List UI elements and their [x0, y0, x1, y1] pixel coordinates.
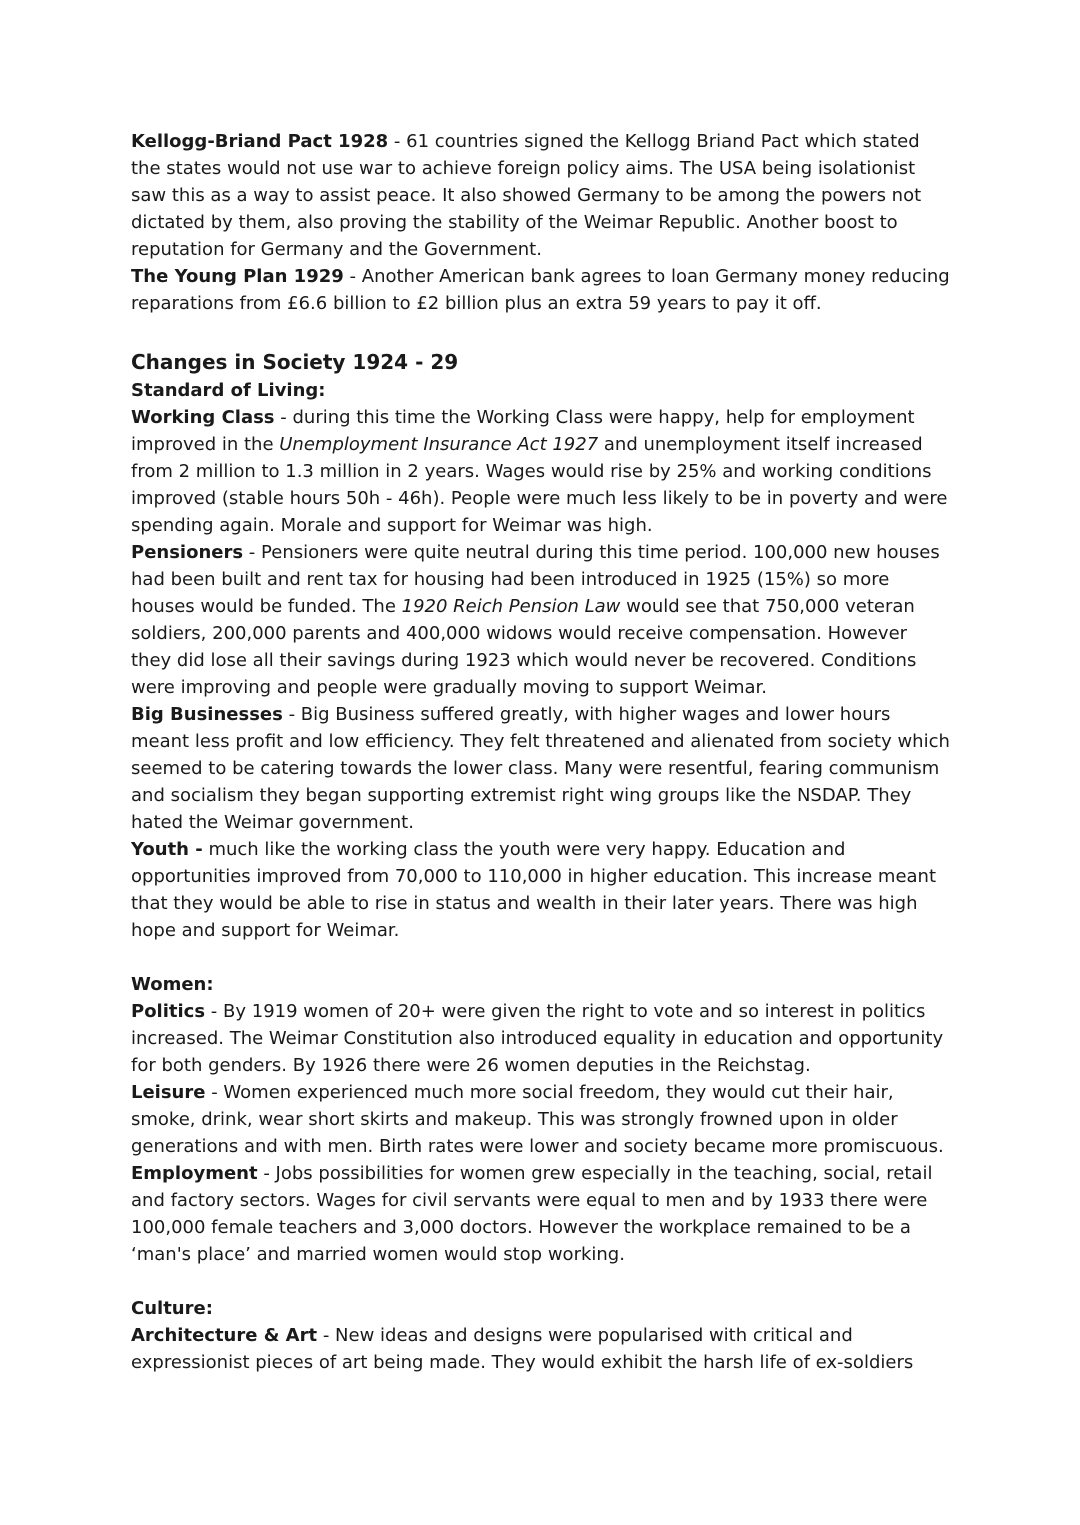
italic-act-title: Unemployment Insurance Act 1927 — [279, 434, 599, 455]
text-kellogg-briand: 61 countries signed the Kellogg Briand Pact which stated the states would not use war to achieve foreign policy aims. The USA being isolationist saw this as a way to assist peace. It also showed Germany to be among the powers not dictated by them, also proving the stability of the Weimar Republic. Another boost to reputation for Germany and the Government. — [131, 131, 922, 260]
paragraph-employment: Employment - Jobs possibilities for women grew especially in the teaching, social, retail and factory sectors. Wages for civil servants were equal to men and by 1933 there were 100,000 female teachers and 3,000 doctors. However the workplace remained to be a ‘man's place’ and married women would stop working. — [131, 1163, 933, 1265]
spacer — [131, 317, 951, 344]
term-pensioners: Pensioners — [131, 542, 244, 563]
term-young-plan: The Young Plan 1929 — [131, 266, 344, 287]
subheading-standard-of-living: Standard of Living: — [131, 380, 326, 401]
paragraph-architecture-art: Architecture & Art - New ideas and designs were popularised with critical and expressionist pieces of art being made. They would exhibit the harsh life of ex-soldiers — [131, 1325, 914, 1373]
italic-law-title: 1920 Reich Pension Law — [401, 596, 621, 617]
paragraph-working-class: Working Class - during this time the Working Class were happy, help for employment improved in the Unemployment Insurance Act 1927 and unemployment itself increased from 2 million to 1.3 million in 2 years. Wages would rise by 25% and working conditions improved (stable hours 50h - 46h). People were much less likely to be in poverty and were spending again. Morale and support for Weimar was high. — [131, 407, 948, 536]
paragraph-leisure: Leisure - Women experienced much more social freedom, they would cut their hair, smoke, drink, wear short skirts and makeup. This was strongly frowned upon in older generations and with men. Birth rates were lower and society became more promiscuous. — [131, 1082, 944, 1157]
spacer — [131, 944, 951, 971]
document-page — [131, 128, 951, 1376]
term-kellogg-briand: Kellogg-Briand Pact 1928 — [131, 131, 389, 152]
paragraph-young-plan: The Young Plan 1929 - Another American bank agrees to loan Germany money reducing reparations from £6.6 billion to £2 billion plus an extra 59 years to pay it off. — [131, 266, 950, 314]
term-employment: Employment — [131, 1163, 258, 1184]
term-big-businesses: Big Businesses — [131, 704, 283, 725]
term-architecture-art: Architecture & Art — [131, 1325, 318, 1346]
term-youth: Youth - — [131, 839, 203, 860]
subheading-culture: Culture: — [131, 1298, 213, 1319]
spacer — [131, 1268, 951, 1295]
paragraph-kellogg-briand: Kellogg-Briand Pact 1928 - 61 countries signed the Kellogg Briand Pact which stated the states would not use war to achieve foreign policy aims. The USA being isolationist saw this as a way to assist peace. It also showed Germany to be among the powers not dictated by them, also proving the stability of the Weimar Republic. Another boost to reputation for Germany and the Government. — [131, 131, 922, 260]
paragraph-politics: Politics - By 1919 women of 20+ were given the right to vote and so interest in politics increased. The Weimar Constitution also introduced equality in education and opportunity for both genders. By 1926 there were 26 women deputies in the Reichstag. — [131, 1001, 944, 1076]
paragraph-youth: Youth - much like the working class the youth were very happy. Education and opportunities improved from 70,000 to 110,000 in higher education. This increase meant that they would be able to rise in status and wealth in their later years. There was high hope and support for Weimar. — [131, 839, 937, 941]
term-leisure: Leisure — [131, 1082, 206, 1103]
term-politics: Politics — [131, 1001, 206, 1022]
subheading-women: Women: — [131, 974, 214, 995]
term-working-class: Working Class — [131, 407, 275, 428]
paragraph-big-businesses: Big Businesses - Big Business suffered greatly, with higher wages and lower hours meant less profit and low efficiency. They felt threatened and alienated from society which seemed to be catering towards the lower class. Many were resentful, fearing communism and socialism they began supporting extremist right wing groups like the NSDAP. They hated the Weimar government. — [131, 704, 950, 833]
text-young-plan: Another American bank agrees to loan Germany money reducing reparations from £6.6 billion to £2 billion plus an extra 59 years to pay it off. — [131, 266, 950, 314]
section-heading-society: Changes in Society 1924 - 29 — [131, 350, 459, 374]
paragraph-pensioners: Pensioners - Pensioners were quite neutral during this time period. 100,000 new houses had been built and rent tax for housing had been introduced in 1925 (15%) so more houses would be funded. The 1920 Reich Pension Law would see that 750,000 veteran soldiers, 200,000 parents and 400,000 widows would receive compensation. However they did lose all their savings during 1923 which would never be recovered. Conditions were improving and people were gradually moving to support Weimar. — [131, 542, 940, 698]
